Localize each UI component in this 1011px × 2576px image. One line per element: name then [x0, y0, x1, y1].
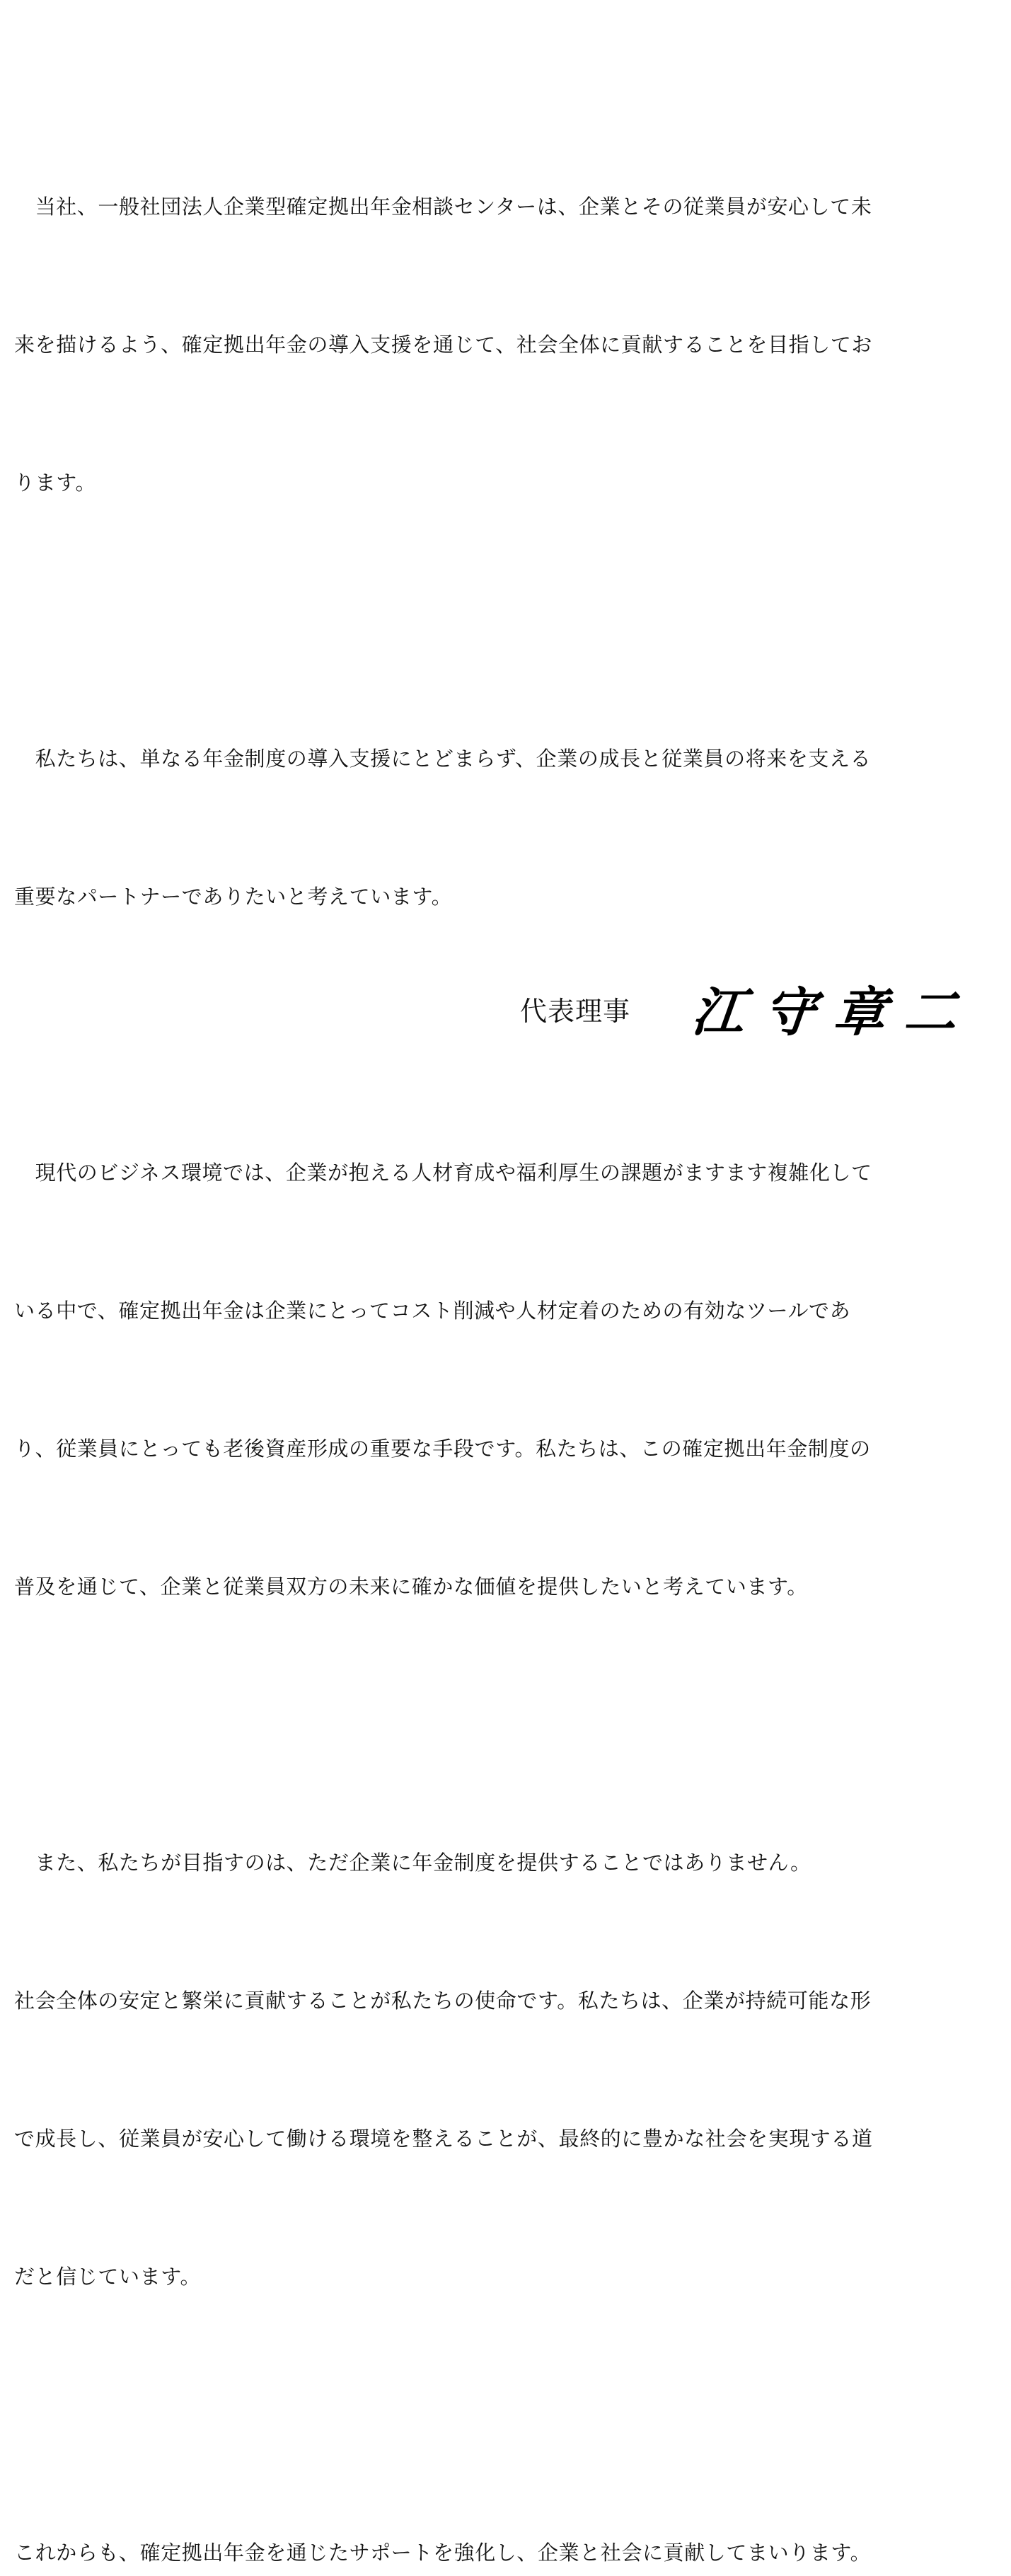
- paragraph-line: 重要なパートナーでありたいと考えています。: [14, 885, 453, 909]
- paragraph-line: だと信じています。: [14, 2265, 202, 2289]
- signature-title: 代表理事: [520, 995, 631, 1027]
- paragraph-line: 当社、一般社団法人企業型確定拠出年金相談センターは、企業とその従業員が安心して未: [14, 195, 872, 219]
- paragraph-line: 社会全体の安定と繁栄に貢献することが私たちの使命です。私たちは、企業が持続可能な形: [14, 1989, 872, 2013]
- paragraph-line: これからも、確定拠出年金を通じたサポートを強化し、企業と社会に貢献してまいります。: [14, 2541, 872, 2565]
- paragraph-line: 私たちは、単なる年金制度の導入支援にとどまらず、企業の成長と従業員の将来を支える: [14, 747, 872, 771]
- paragraph-5: [14, 2438, 1001, 2576]
- paragraph-4: [14, 1748, 1001, 2392]
- paragraph-2: [14, 644, 1001, 1012]
- paragraph-line: ります。: [14, 471, 97, 495]
- paragraph-line: で成長し、従業員が安心して働ける環境を整えることが、最終的に豊かな社会を実現する道: [14, 2127, 873, 2151]
- paragraph-line: 普及を通じて、企業と従業員双方の未来に確かな価値を提供したいと考えています。: [14, 1575, 808, 1599]
- paragraph-line: り、従業員にとっても老後資産形成の重要な手段です。私たちは、この確定拠出年金制度の: [14, 1437, 871, 1461]
- signature-block: [520, 970, 976, 1047]
- paragraph-1: [14, 92, 1001, 598]
- paragraph-line: 来を描けるよう、確定拠出年金の導入支援を通じて、社会全体に貢献することを目指してお: [14, 333, 873, 357]
- paragraph-line: また、私たちが目指すのは、ただ企業に年金制度を提供することではありません。: [14, 1851, 811, 1875]
- handwritten-signature: 江守章二: [688, 982, 978, 1043]
- paragraph-line: 現代のビジネス環境では、企業が抱える人材育成や福利厚生の課題がますます複雑化して: [14, 1161, 872, 1185]
- message-body: [14, 92, 1001, 2576]
- paragraph-3: [14, 1058, 1001, 1702]
- paragraph-line: いる中で、確定拠出年金は企業にとってコスト削減や人材定着のための有効なツールであ: [14, 1299, 851, 1323]
